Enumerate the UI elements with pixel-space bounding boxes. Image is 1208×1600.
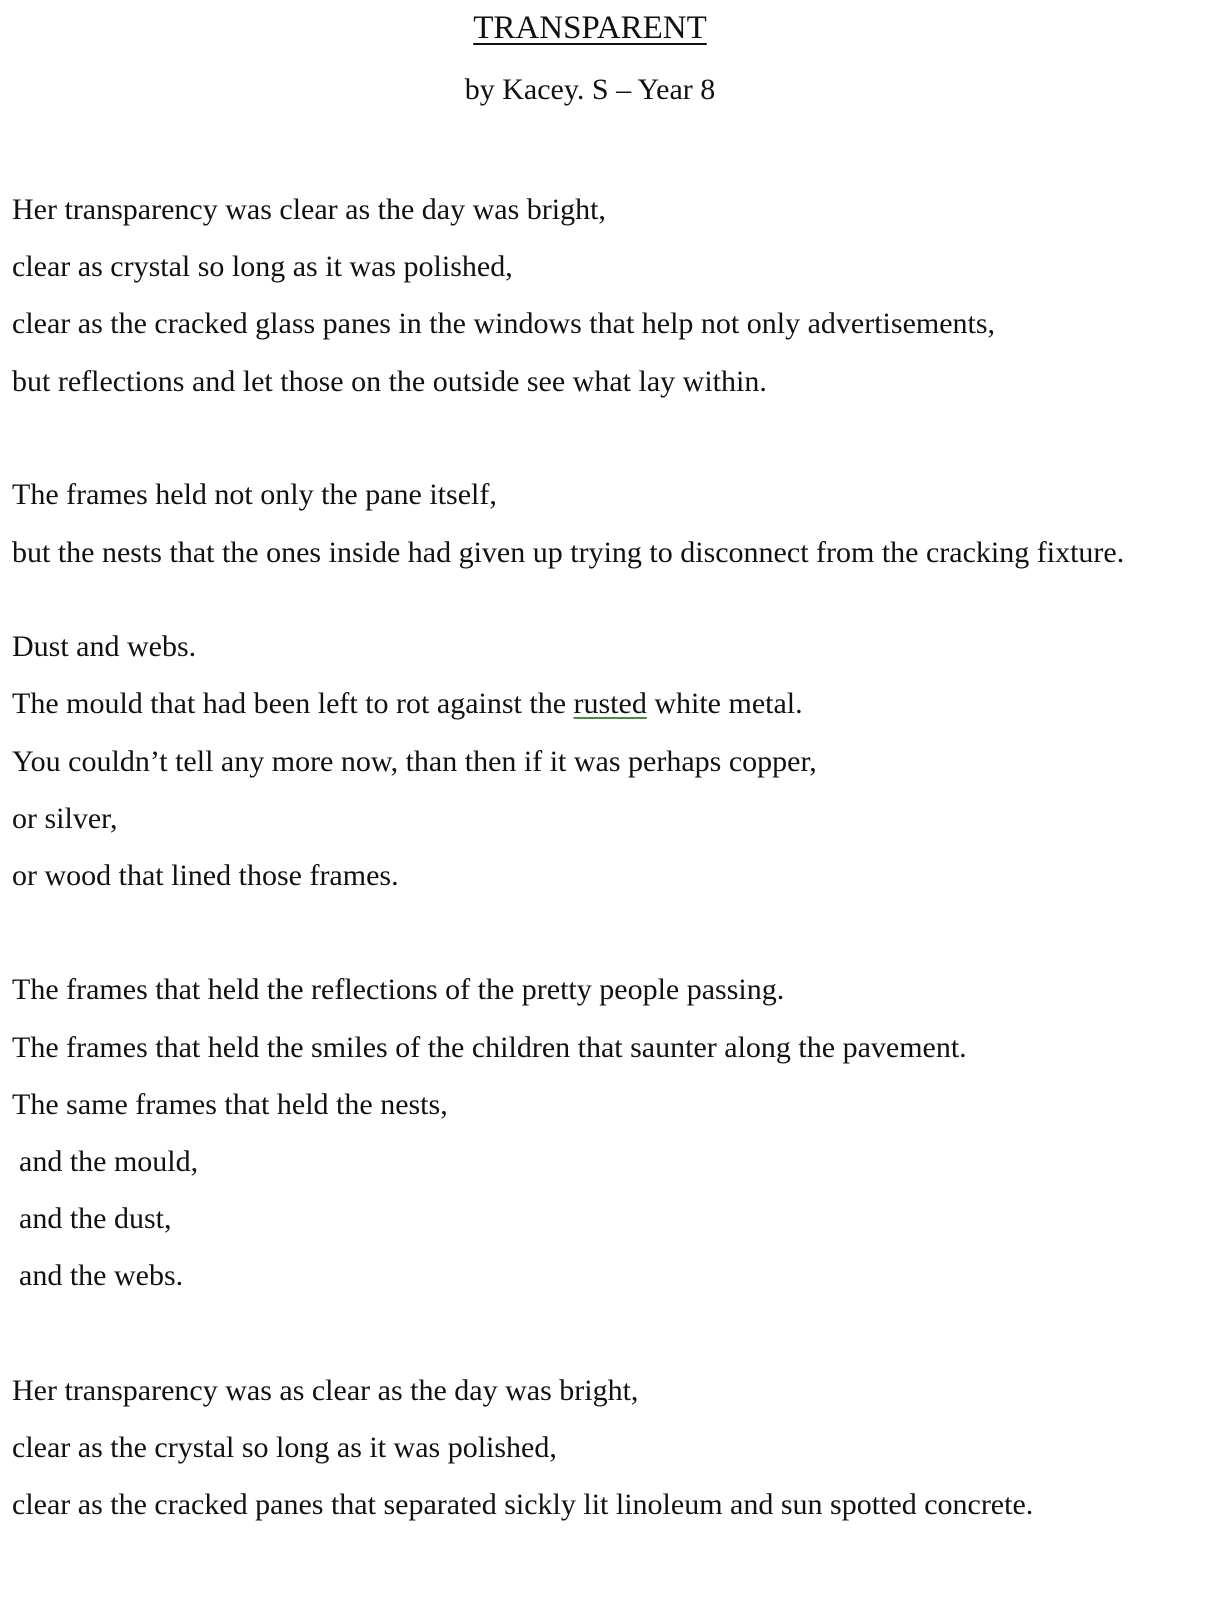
stanza1-line2: clear as crystal so long as it was polished, bbox=[12, 250, 513, 283]
stanza2-line5: You couldn’t tell any more now, than then if it was perhaps copper, bbox=[12, 745, 817, 778]
stanza4-line3: clear as the cracked panes that separated sickly lit linoleum and sun spotted concrete. bbox=[12, 1488, 1034, 1521]
stanza2-line1: The frames held not only the pane itself, bbox=[12, 478, 497, 511]
stanza2-line7: or wood that lined those frames. bbox=[12, 859, 399, 892]
stanza4-line1: Her transparency was as clear as the day was bright, bbox=[12, 1374, 639, 1407]
stanza4-line2: clear as the crystal so long as it was polished, bbox=[12, 1431, 557, 1464]
stanza2-line2: but the nests that the ones inside had given up trying to disconnect from the cracking fixture. bbox=[12, 536, 1125, 569]
stanza3-line3: The same frames that held the nests, bbox=[12, 1088, 448, 1121]
poem-byline: by Kacey. S – Year 8 bbox=[464, 73, 716, 106]
stanza3-line5: and the dust, bbox=[19, 1202, 172, 1235]
stanza3-line6: and the webs. bbox=[19, 1259, 184, 1292]
stanza2-line3: Dust and webs. bbox=[12, 630, 197, 663]
stanza2-line6: or silver, bbox=[12, 802, 118, 835]
stanza2-line4 bbox=[12, 685, 1192, 723]
stanza3-line4: and the mould, bbox=[19, 1145, 199, 1178]
grammar-flagged-word[interactable]: rusted bbox=[573, 687, 647, 720]
stanza2-line4-end: white metal. bbox=[646, 687, 803, 720]
stanza1-line4: but reflections and let those on the outside see what lay within. bbox=[12, 365, 767, 398]
stanza3-line1: The frames that held the reflections of the pretty people passing. bbox=[12, 973, 785, 1006]
stanza2-line4-start: The mould that had been left to rot against the bbox=[12, 687, 574, 720]
stanza1-line1: Her transparency was clear as the day was bright, bbox=[12, 193, 606, 226]
stanza3-line2: The frames that held the smiles of the children that saunter along the pavement. bbox=[12, 1031, 967, 1064]
poem-title: TRANSPARENT bbox=[473, 10, 707, 46]
stanza1-line3: clear as the cracked glass panes in the windows that help not only advertisements, bbox=[12, 307, 996, 340]
